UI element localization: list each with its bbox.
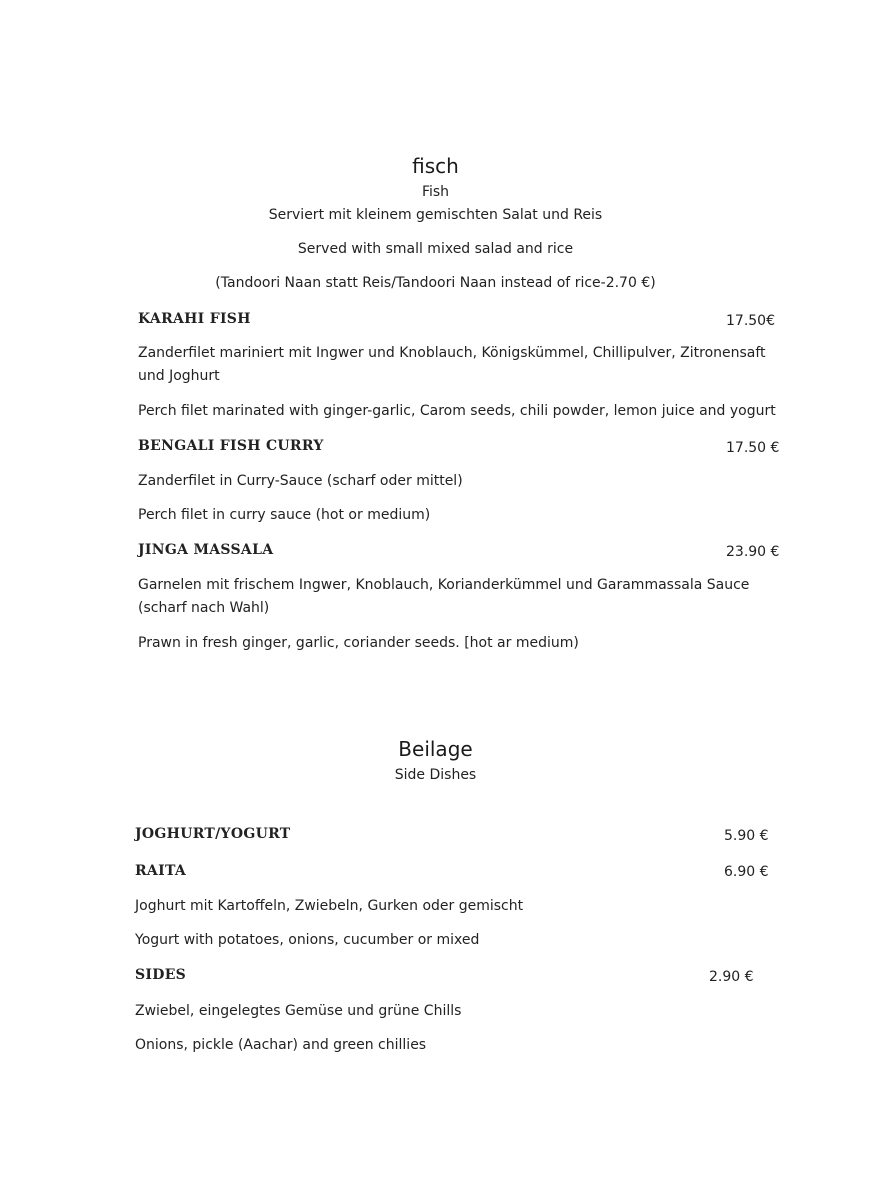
menu-item-name: JOGHURT/YOGURT (135, 826, 291, 842)
menu-item-description-english: Prawn in fresh ginger, garlic, coriander seeds. [hot ar medium) (138, 635, 579, 651)
fish-note-naan: (Tandoori Naan statt Reis/Tandoori Naan instead of rice-2.70 €) (215, 275, 656, 291)
menu-item-description-english: Perch filet marinated with ginger-garlic, Carom seeds, chili powder, lemon juice and yogurt (138, 403, 776, 419)
menu-item-description-english: Perch filet in curry sauce (hot or medium) (138, 507, 431, 523)
menu-item-price: 5.90 € (724, 828, 769, 844)
menu-item-price: 2.90 € (709, 969, 754, 985)
menu-item-description-german: Joghurt mit Kartoffeln, Zwiebeln, Gurken oder gemischt (135, 898, 524, 914)
menu-item-description-english: Yogurt with potatoes, onions, cucumber or mixed (135, 932, 480, 948)
side-section-subtitle: Side Dishes (394, 767, 477, 783)
menu-item-description-german: Garnelen mit frischem Ingwer, Knoblauch, Korianderkümmel und Garammassala Sauce (scharf nach Wahl) (138, 577, 750, 616)
menu-item-description-english: Onions, pickle (Aachar) and green chillies (135, 1037, 427, 1053)
menu-item-name: SIDES (135, 967, 187, 983)
menu-item-price: 17.50 € (726, 440, 780, 456)
fish-note-english: Served with small mixed salad and rice (297, 241, 574, 257)
menu-item-name: BENGALI FISH CURRY (138, 438, 324, 454)
menu-item-price: 6.90 € (724, 864, 769, 880)
menu-item-name: JINGA MASSALA (138, 542, 274, 558)
fish-section-subtitle: Fish (421, 184, 450, 200)
fish-section-title: fisch (412, 154, 459, 178)
side-section-title: Beilage (398, 737, 473, 761)
menu-item-description-german: Zanderfilet in Curry-Sauce (scharf oder mittel) (138, 473, 463, 489)
menu-item-description-german: Zanderfilet mariniert mit Ingwer und Knoblauch, Königskümmel, Chillipulver, Zitronensaft und Joghurt (138, 345, 766, 384)
menu-item-price: 23.90 € (726, 544, 780, 560)
menu-item-name: RAITA (135, 863, 187, 879)
menu-item-price: 17.50€ (726, 313, 775, 329)
menu-item-name: KARAHI FISH (138, 311, 251, 327)
fish-note-german: Serviert mit kleinem gemischten Salat und Reis (268, 207, 603, 223)
menu-item-description-german: Zwiebel, eingelegtes Gemüse und grüne Chills (135, 1003, 462, 1019)
